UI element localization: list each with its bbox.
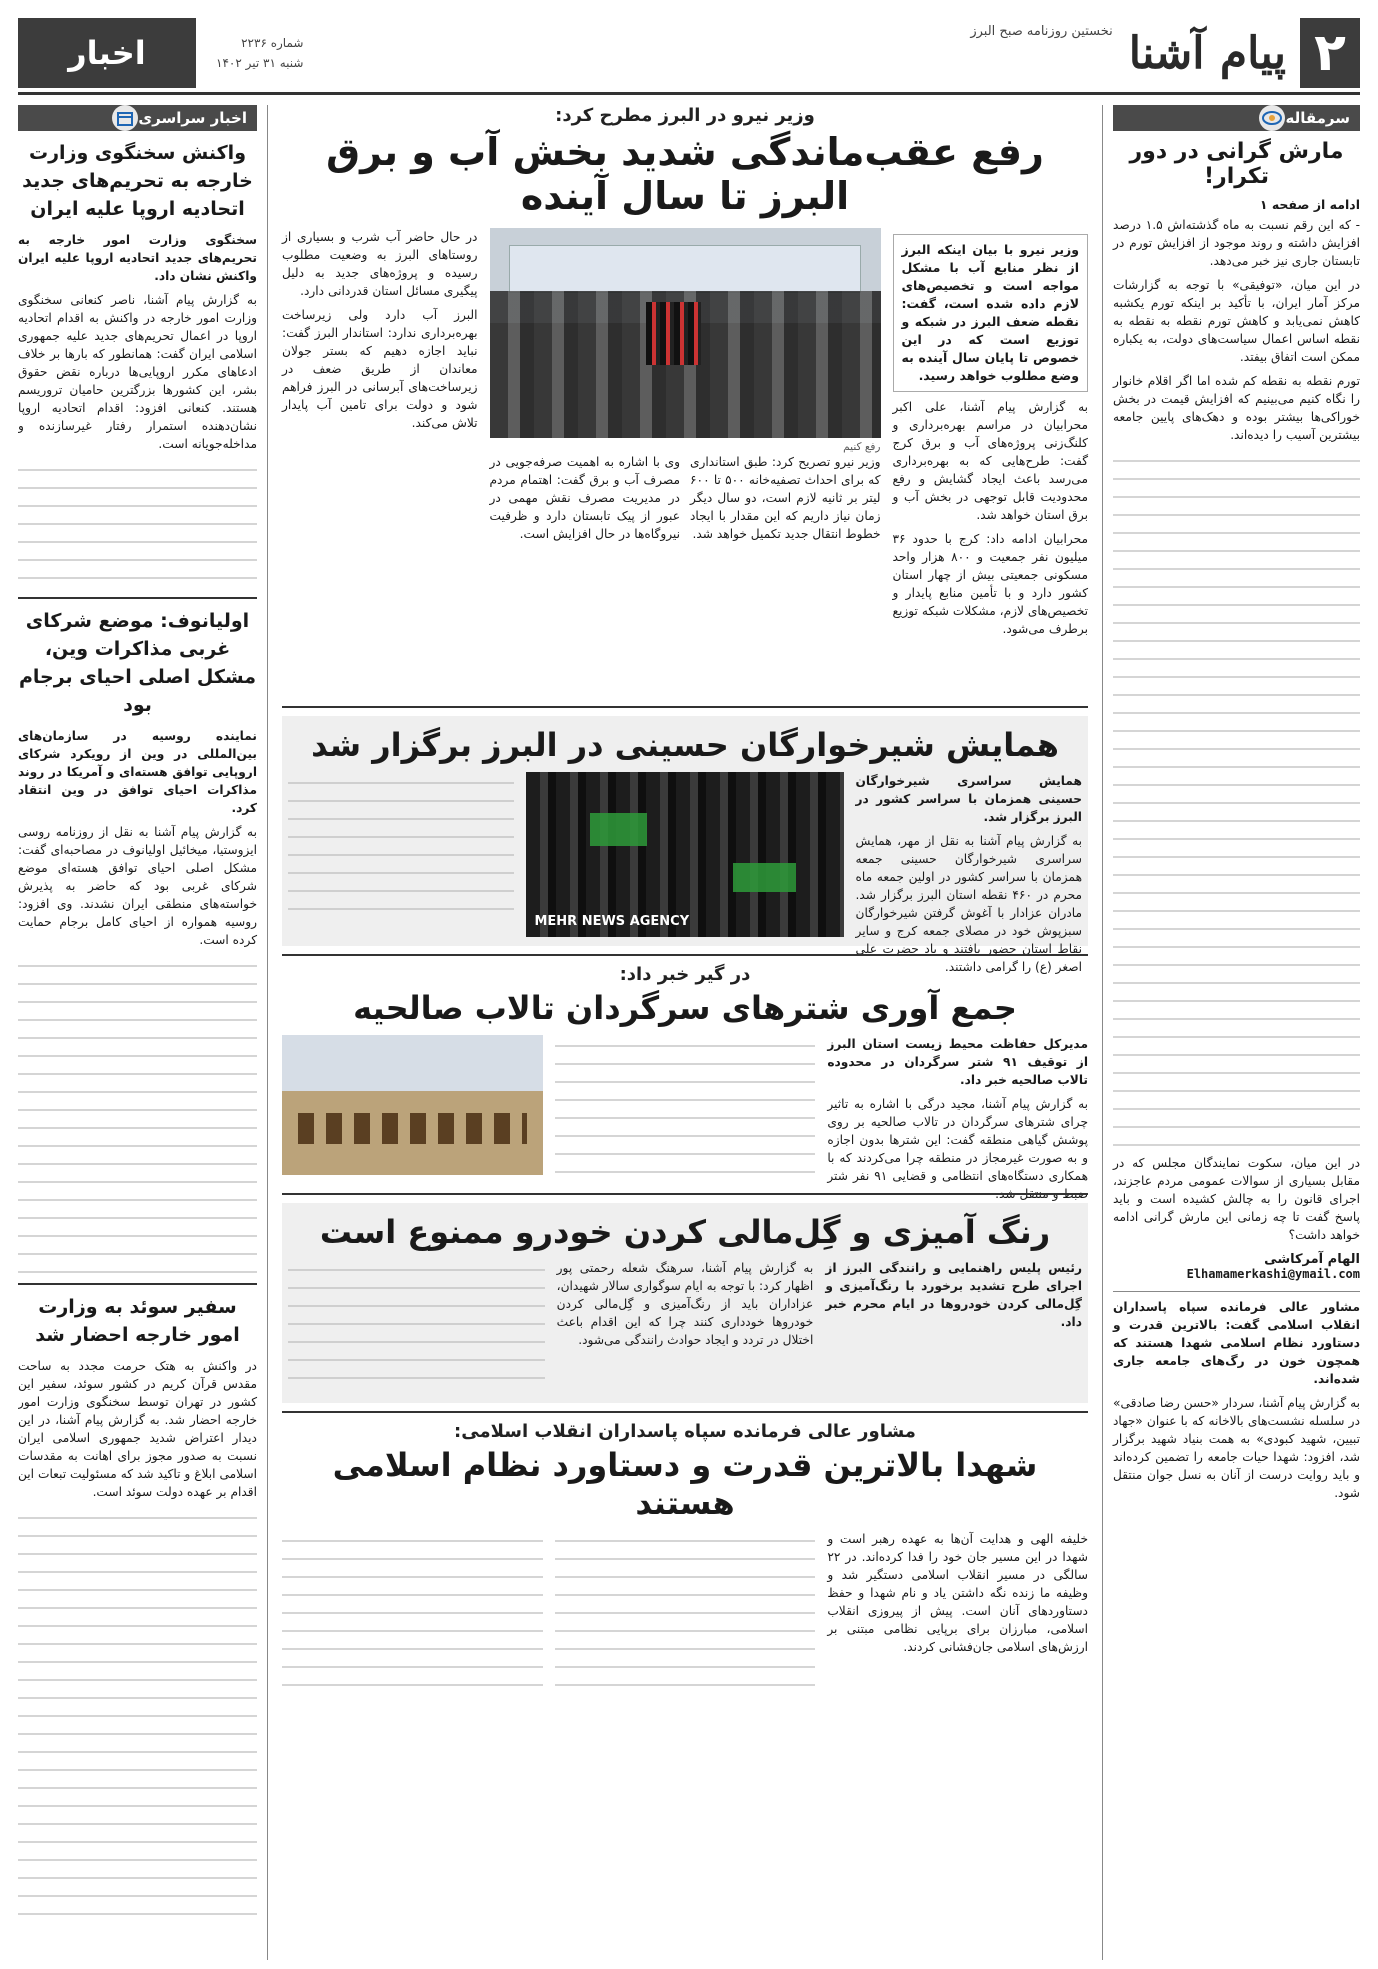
photo-credit: MEHR NEWS AGENCY (534, 914, 690, 929)
editorial-continued: ادامه از صفحه ۱ (1259, 197, 1360, 212)
editorial-column (1102, 105, 1360, 1960)
left-story-c-body: در واکنش به هتک حرمت مجدد به ساحت مقدس قرآن کریم در کشور سوئد، سفیر این کشور در تهران توسط سخنگوی وزارت امور خارجه احضار شد. به گزارش پیام آشنا، در این دیدار اعتراض شدید جمهوری اسلامی ایران نسبت به صدور مجوز برای اهانت به مقدسات اسلامی ابلاغ و تاکید شد که مسئولیت تبعات این اقدام بر عهده دولت سوئد است. (18, 1359, 257, 1499)
story-2-text-col-2 (288, 772, 514, 942)
editorial-label-bar (1113, 105, 1360, 131)
main-story-paragraph: وزیر نیرو تصریح کرد: طبق استانداری که برای احداث تصفیه‌خانه ۵۰۰ تا ۶۰۰ لیتر بر ثانیه لازم است، دو سال دیگر زمان نیاز داریم که این مقدار با ایجاد خطوط انتقال جدید تکمیل خواهد شد. (690, 455, 881, 541)
main-story-kicker: وزیر نیرو در البرز مطرح کرد: (555, 105, 815, 126)
editorial-label: سرمقاله (1285, 109, 1350, 127)
story-4-headline: رنگ آمیزی و گِل‌مالی کردن خودرو ممنوع است (319, 1213, 1051, 1251)
section-title: اخبار (18, 18, 196, 88)
story-shirkhargan (282, 716, 1088, 974)
story-2-lead: همایش سراسری شیرخوارگان حسینی همزمان با سراسر کشور در البرز برگزار شد. (855, 774, 1082, 824)
page-number: ۲ (1300, 18, 1360, 88)
main-story-col-3 (282, 228, 478, 698)
story-4-text-col (825, 1259, 1082, 1399)
masthead (18, 14, 1360, 95)
story-5-body: خلیفه الهی و هدایت آن‌ها به عهده رهبر است و شهدا در این مسیر جان خود را فدا کرده‌اند. در ۲۲ سالگی در مسیر انقلاب اسلامی دستگیر شد و وظیفه ما زنده نگه داشتن یاد و نام شهدا و حفظ دستاوردهای آنان است. پیش از پیروزی انقلاب اسلامی، مبارزان برای برپایی نظامی مبتنی بر ارزش‌های اسلامی جان‌فشانی کردند. (827, 1532, 1088, 1654)
main-story (282, 105, 1088, 698)
issue-date: شنبه ۳۱ تیر ۱۴۰۲ (216, 56, 304, 70)
story-3-kicker: در گیر خبر داد: (619, 964, 751, 985)
editorial-text-block (1113, 450, 1360, 1150)
editorial-title: مارش گرانی در دور تکرار! (1129, 139, 1344, 189)
story-4-text-col-2 (557, 1259, 814, 1399)
left-story-b-body: به گزارش پیام آشنا به نقل از روزنامه روسی ایزوستیا، میخائیل اولیانوف در مصاحبه‌ای گفت: مشکل اصلی احیای توافق هسته‌ای موضع شرکای غربی بود که حاضر به پذیرش خواسته‌های منطقی ایران نشدند. وی افزود: روسیه همواره از احیای کامل برجام حمایت کرده است. (18, 825, 257, 947)
left-story-b-headline: اولیانوف: موضع شرکای غربی مذاکرات وین، مشکل اصلی احیای برجام بود (18, 610, 257, 716)
issue-info (216, 33, 303, 73)
editorial-email: Elhamamerkashi@ymail.com (1186, 1267, 1360, 1281)
left-story-a-lead: سخنگوی وزارت امور خارجه به تحریم‌های جدید اتحادیه اروپا علیه ایران واکنش نشان داد. (18, 233, 257, 283)
main-story-caption: رفع کنیم (843, 441, 881, 453)
story-3-text-col (827, 1035, 1088, 1201)
main-story-col-2 (490, 228, 881, 698)
main-story-paragraph: البرز آب دارد ولی زیرساخت بهره‌برداری ندارد: استاندار البرز گفت: نباید اجازه دهیم که بستر جولان معاندان از طریق ضعف در زیرساخت‌های آبرسانی در البرز فراهم شود و دولت برای تامین آب پایدار تلاش می‌کند. (282, 308, 478, 430)
calendar-icon (112, 105, 138, 131)
main-story-paragraph: در حال حاضر آب شرب و بسیاری از روستاهای البرز به وضعیت مطلوب رسیده و پروژه‌های جدید به دلیل پیگیری مسائل استان قدردانی دارد. (282, 230, 478, 298)
left-story-a-headline: واکنش سخنگوی وزارت خارجه به تحریم‌های جدید اتحادیه اروپا علیه ایران (22, 142, 253, 220)
story-4-lead: رئیس پلیس راهنمایی و رانندگی البرز از اجرای طرح تشدید برخورد با رنگ‌آمیزی و گِل‌مالی کردن خودروها در ایام محرم خبر داد. (825, 1261, 1082, 1329)
story-martyrs (282, 1421, 1088, 1700)
story-5-text-col (827, 1530, 1088, 1700)
story-cars (282, 1203, 1088, 1403)
editorial-paragraph: - که این رقم نسبت به ماه گذشته‌اش ۱.۵ درصد افزایش داشته و روند موجود از افزایش تورم در تابستان جاری نیز خبر می‌دهد. (1113, 218, 1360, 268)
story-3-photo (282, 1035, 543, 1175)
story-camels (282, 964, 1088, 1201)
story-3-text-col-2 (555, 1035, 816, 1185)
national-news-column (18, 105, 268, 1960)
main-story-headline: رفع عقب‌ماندگی شدید بخش آب و برق البرز تا سال آینده (326, 130, 1044, 218)
story-2-body: به گزارش پیام آشنا به نقل از مهر، همایش سراسری شیرخوارگان حسینی جمعه همزمان با سراسر کشور در اولین جمعه ماه محرم در ۴۶۰ نقطه استان البرز برگزار شد. مادران عزادار با آغوش گرفتن شیرخوارگان سبزپوش خود در مصلای جمعه کرج و سایر نقاط استان حضور یافتند و یاد حضرت علی اصغر (ع) را گرامی داشتند. (855, 834, 1083, 974)
editorial-paragraph: در این میان، «توفیقی» با توجه به گزارشات مرکز آمار ایران، با تأکید بر اینکه تورم یکشبه کاهش نمی‌یابد و کاهش تورم نقطه به نقطه به نقطه اساس اعمال سیاست‌های دولت، به ‌یکباره ممکن است اتفاق بیفتد. (1113, 278, 1360, 364)
main-story-paragraph: به گزارش پیام آشنا، علی اکبر محرابیان در مراسم بهره‌برداری و کلنگ‌زنی پروژه‌های آب و برق کرج گفت: طرح‌هایی که به بهره‌برداری می‌رسد باعث ایجاد گشایش و رفع محدودیت قابل توجهی در بخش آب و برق استان خواهد شد. (892, 400, 1088, 522)
national-news-label-bar (18, 105, 257, 131)
story-2-headline: همایش شیرخوارگان حسینی در البرز برگزار شد (311, 726, 1059, 764)
national-news-label: اخبار سراسری (138, 109, 247, 127)
main-story-paragraph: محرابیان ادامه داد: کرج با حدود ۳۶ میلیون نفر جمعیت و ۸۰۰ هزار واحد مسکونی جمعیتی بیش از چهار استان کشور دارد و با تأمین منابع پایدار و تخصیص‌های لازم، مشکلات شبکه توزیع برطرف می‌شود. (892, 532, 1088, 636)
story-3-body: به گزارش پیام آشنا، مجید درگی با اشاره به تاثیر چرای شترهای سرگردان در تالاب صالحیه بر روی پوشش گیاهی منطقه گفت: این شترها بدون اجازه و به صورت غیرمجاز در منطقه چرا می‌کردند که با همکاری دستگاه‌های انتظامی و قضایی ۹۱ نفر شتر ضبط و منتقل شد. (827, 1097, 1088, 1201)
issue-number: شماره ۲۲۳۶ (241, 36, 304, 50)
story-4-text-col-3 (288, 1259, 545, 1399)
editorial-paragraph: در این میان، سکوت نمایندگان مجلس که در مقابل بسیاری از سوالات عمومی مردم عاجزند، اجرای قانون را به چالش کشیده است و باید پاسخ گفت تا چه زمانی این مارش گرانی ادامه خواهد داشت؟ (1113, 1156, 1360, 1242)
story-2-text-col (855, 772, 1083, 974)
story-5-kicker: مشاور عالی فرمانده سپاه پاسداران انقلاب اسلامی: (454, 1421, 916, 1442)
story-5-headline: شهدا بالاترین قدرت و دستاورد نظام اسلامی هستند (332, 1446, 1038, 1522)
editorial-paragraph: تورم نقطه به نقطه کم شده اما اگر اقلام خانوار را نگاه کنیم می‌بینیم که افزایش قیمت در بخش خوراکی‌ها بیشتر بوده و دهک‌های پایین جامعه بیشترین آسیب را دیده‌اند. (1113, 374, 1360, 442)
bottom-right-body: به گزارش پیام آشنا، سردار «حسن رضا صادقی» در سلسله نشست‌های بالاخانه که با عنوان «جهاد تبیین، شهید کبودی» به همت بنیاد شهید برگزار شد، افزود: شهدا حیات جامعه را تضمین کرده‌اند و باید روایت درست از آنان به نسل جوان منتقل شود. (1113, 1396, 1360, 1500)
story-3-headline: جمع آوری شترهای سرگردان تالاب صالحیه (353, 989, 1017, 1027)
story-2-photo (526, 772, 843, 937)
newspaper-tagline: نخستین روزنامه صبح البرز (970, 24, 1113, 39)
main-story-paragraph: وی با اشاره به اهمیت صرفه‌جویی در مصرف آب و برق گفت: اهتمام مردم در مدیریت مصرف نقش مهمی در عبور از پیک تابستان دارد و ظرفیت نیروگاه‌ها در حال افزایش است. (489, 455, 680, 541)
bottom-right-lead: مشاور عالی فرمانده سپاه پاسداران انقلاب اسلامی گفت: بالاترین قدرت و دستاورد نظام اسلامی شهدا هستند که همچون خون در رگ‌های جامعه جاری شده‌اند. (1113, 1300, 1360, 1386)
story-3-lead: مدیرکل حفاظت محیط زیست استان البرز از توقیف ۹۱ شتر سرگردان در محدوده تالاب صالحیه خبر داد. (827, 1037, 1088, 1087)
left-story-a-body: به گزارش پیام آشنا، ناصر کنعانی سخنگوی وزارت امور خارجه در واکنش به اقدام اتحادیه اروپا در اعمال تحریم‌های جدید علیه جمهوری اسلامی ایران گفت: همانطور که بارها بر خلاف ادعاهای مکرر اروپایی‌ها درباره نقض حقوق بشر، این کشورها بزرگترین حامیان تروریسم هستند. کنعانی افزود: اقدام اتحادیه اروپا نشان‌دهنده استمرار رفتار غیرسازنده و مداخله‌جویانه است. (18, 293, 257, 451)
main-story-col-1 (893, 228, 1089, 698)
main-column (268, 105, 1102, 1960)
editorial-author: الهام آمرکاشی (1264, 1252, 1360, 1267)
eye-icon (1259, 105, 1285, 131)
main-story-lead: وزیر نیرو با بیان اینکه البرز از نظر منابع آب با مشکل مواجه است و تخصیص‌های لازم داده شده است، گفت: نقطه ضعف البرز در شبکه و توزیع است که در این خصوص تا پایان سال آینده به وضع مطلوب خواهد رسید. (893, 234, 1089, 392)
story-4-body: به گزارش پیام آشنا، سرهنگ شعله رحمتی پور اظهار کرد: با توجه به ایام سوگواری سالار شهیدان، عزاداران باید از رنگ‌آمیزی و گِل‌مالی کردن خودروها خودداری کنند چرا که این اقدام باعث اختلال در تردد و ایجاد حوادث رانندگی می‌شود. (556, 1261, 814, 1347)
newspaper-logo: پیام آشنا (1128, 27, 1286, 79)
left-story-b-lead: نماینده روسیه در سازمان‌های بین‌المللی در وین از رویکرد شرکای اروپایی توافق هسته‌ای و آمریکا در روند مذاکرات احیای توافق در وین انتقاد کرد. (18, 729, 257, 815)
main-story-photo (490, 228, 881, 438)
left-story-c-headline: سفیر سوئد به وزارت امور خارجه احضار شد (35, 1296, 240, 1346)
